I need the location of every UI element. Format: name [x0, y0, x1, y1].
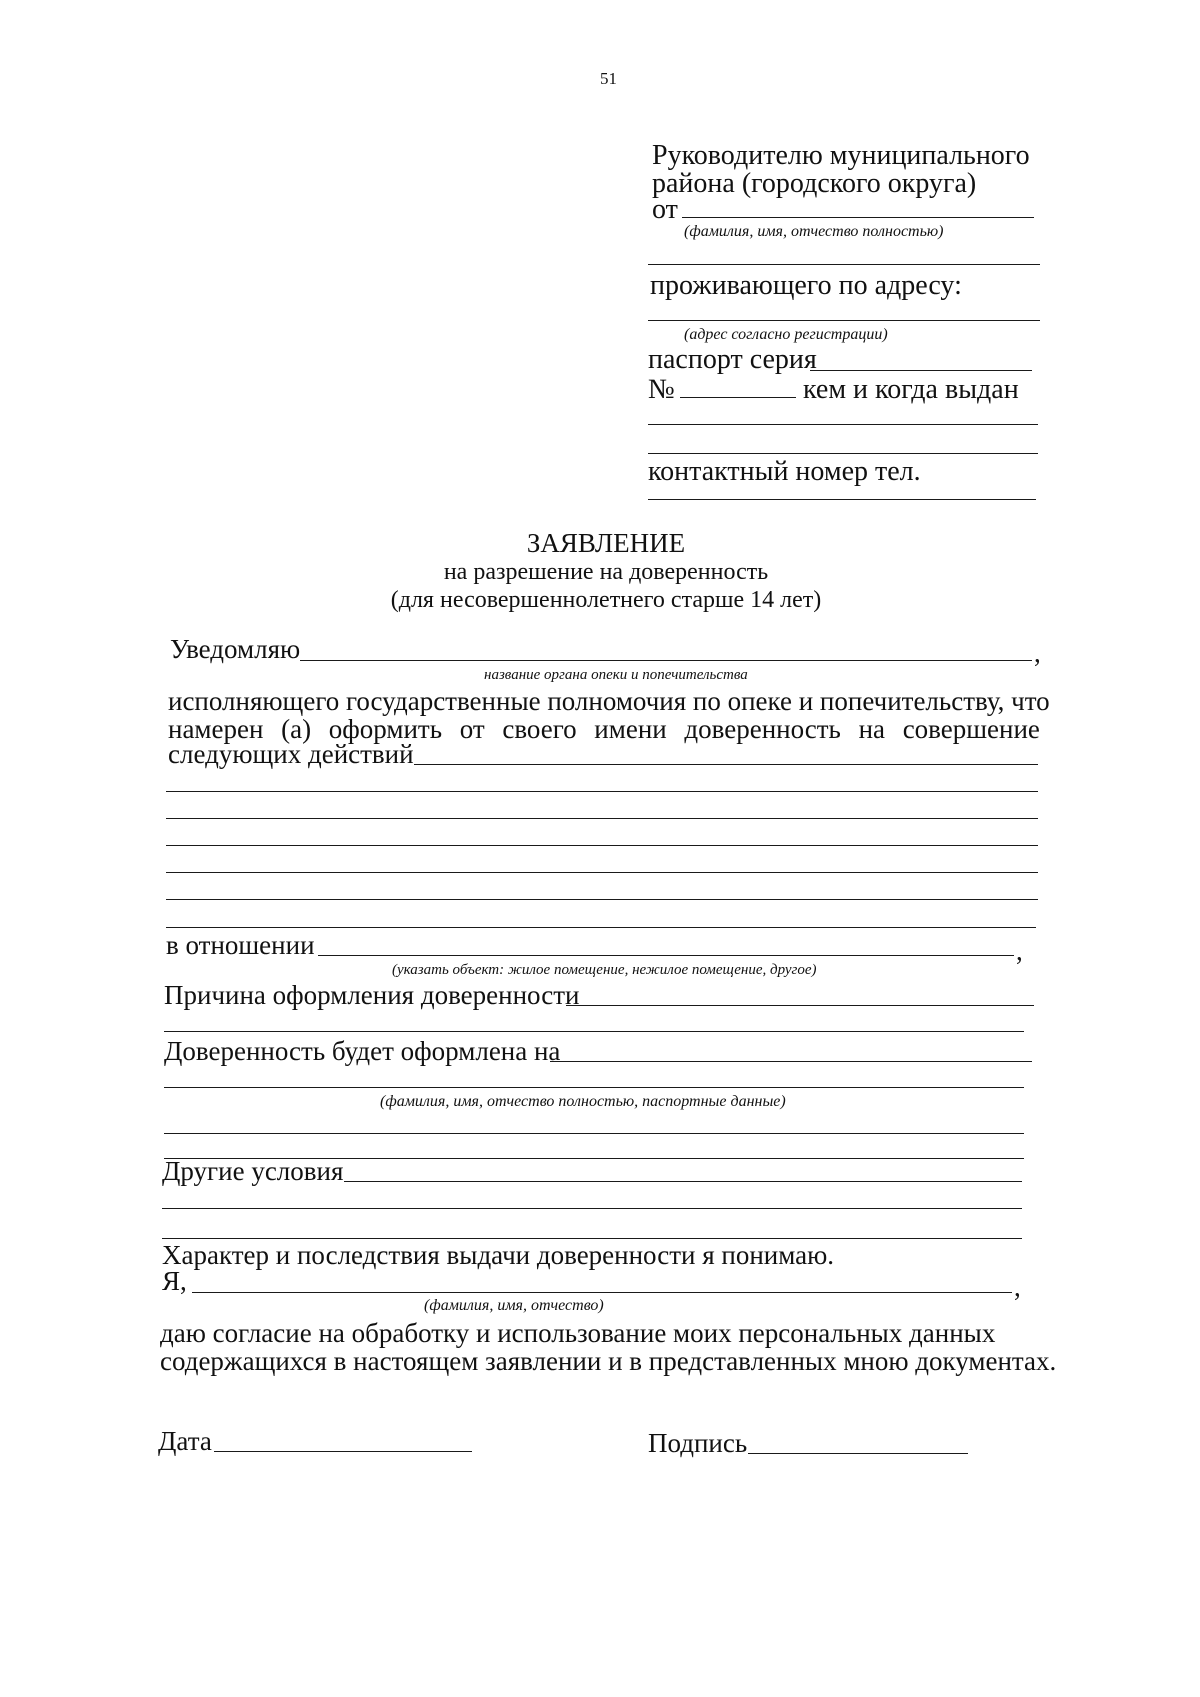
relation-label: в отношении — [166, 930, 315, 960]
paragraph-line-1: исполняющего государственные полномочия по опеке и попечительству, что — [168, 686, 1050, 716]
i-comma: , — [1014, 1272, 1021, 1302]
date-label: Дата — [158, 1426, 212, 1456]
number-label: № — [648, 374, 675, 405]
issued-by-field-2[interactable] — [648, 453, 1038, 454]
signature-field[interactable] — [748, 1453, 968, 1454]
date-field[interactable] — [214, 1451, 472, 1452]
document-title: ЗАЯВЛЕНИЕ — [526, 528, 686, 558]
phone-field[interactable] — [648, 499, 1036, 500]
proxy-label: Доверенность будет оформлена на — [164, 1036, 561, 1066]
signature-label: Подпись — [648, 1428, 748, 1458]
paragraph-word: намерен — [168, 714, 264, 744]
notify-caption: название органа опеки и попечительства — [484, 667, 748, 683]
from-label: от — [652, 194, 678, 225]
actions-field-6[interactable] — [166, 899, 1038, 900]
actions-field-5[interactable] — [166, 872, 1038, 873]
address-field[interactable] — [648, 320, 1040, 321]
document-subtitle-1: на разрешение на доверенность — [443, 559, 769, 585]
relation-object-field[interactable] — [318, 955, 1014, 956]
relation-comma: , — [1016, 936, 1023, 966]
reason-label: Причина оформления доверенности — [164, 980, 580, 1010]
passport-series-field[interactable] — [810, 370, 1032, 371]
from-fio-field[interactable] — [682, 217, 1034, 218]
phone-label: контактный номер тел. — [648, 456, 921, 487]
reason-continuation-field[interactable] — [164, 1031, 1024, 1032]
reason-field[interactable] — [566, 1005, 1034, 1006]
proxy-person-field-3[interactable] — [164, 1133, 1024, 1134]
other-conditions-field-1[interactable] — [344, 1181, 1022, 1182]
paragraph-word: оформить — [328, 714, 443, 744]
relation-caption: (указать объект: жилое помещение, нежилое помещение, другое) — [392, 962, 817, 978]
applicant-fio-field[interactable] — [192, 1292, 1012, 1293]
i-label: Я, — [162, 1266, 187, 1296]
actions-field-2[interactable] — [166, 791, 1038, 792]
other-conditions-field-2[interactable] — [162, 1208, 1022, 1209]
understand-statement: Характер и последствия выдачи доверенности я понимаю. — [162, 1240, 835, 1270]
actions-field-1[interactable] — [414, 764, 1038, 765]
proxy-person-field-2[interactable] — [164, 1087, 1024, 1088]
paragraph-word: на — [858, 714, 885, 744]
actions-label: следующих действий — [168, 739, 414, 769]
paragraph-word: имени — [594, 714, 667, 744]
other-conditions-field-3[interactable] — [162, 1238, 1022, 1239]
paragraph-word: своего — [502, 714, 577, 744]
paragraph-word: доверенность — [684, 714, 841, 744]
applicant-fio-caption: (фамилия, имя, отчество) — [424, 1297, 604, 1314]
actions-field-4[interactable] — [166, 845, 1038, 846]
issued-label: кем и когда выдан — [803, 374, 1019, 405]
other-conditions-label: Другие условия — [162, 1156, 344, 1186]
paragraph-word: от — [459, 714, 485, 744]
guardianship-body-field[interactable] — [300, 660, 1032, 661]
addressee-line-2: района (городского округа) — [652, 168, 977, 199]
fio-caption: (фамилия, имя, отчество полностью) — [684, 223, 944, 240]
issued-by-field-1[interactable] — [648, 424, 1038, 425]
notify-comma: , — [1034, 638, 1041, 668]
consent-line-1: даю согласие на обработку и использование моих персональных данных — [160, 1318, 996, 1348]
proxy-person-field[interactable] — [550, 1061, 1032, 1062]
address-caption: (адрес согласно регистрации) — [684, 326, 888, 343]
proxy-caption: (фамилия, имя, отчество полностью, паспортные данные) — [380, 1093, 786, 1110]
addressee-line-1: Руководителю муниципального — [652, 140, 1030, 171]
page-number: 51 — [600, 69, 617, 88]
from-fio-continuation-field[interactable] — [648, 264, 1040, 265]
address-label: проживающего по адресу: — [650, 270, 962, 301]
paragraph-word: совершение — [902, 714, 1040, 744]
paragraph-word: (а) — [281, 714, 312, 744]
actions-field-3[interactable] — [166, 818, 1038, 819]
passport-number-field[interactable] — [680, 397, 796, 398]
notify-label: Уведомляю — [170, 634, 301, 664]
document-subtitle-2: (для несовершеннолетнего старше 14 лет) — [390, 587, 822, 613]
consent-line-2: содержащихся в настоящем заявлении и в представленных мною документах. — [160, 1346, 1057, 1376]
actions-field-7[interactable] — [166, 927, 1036, 928]
passport-series-label: паспорт серия — [648, 344, 817, 375]
